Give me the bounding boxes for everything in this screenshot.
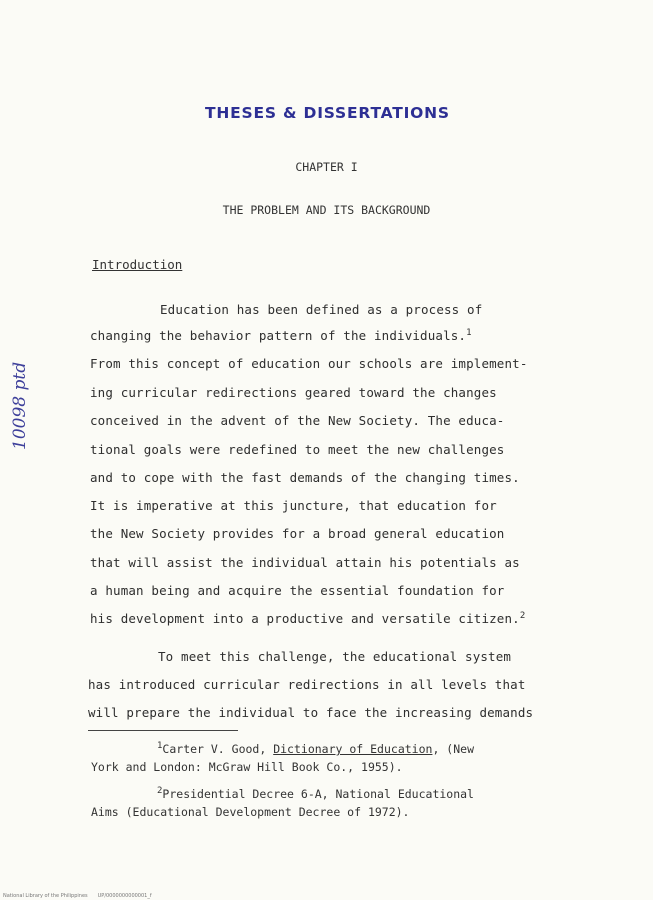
footer-code: UP/0000000000001_f bbox=[97, 893, 152, 899]
footnote-ref-1: 1 bbox=[466, 328, 472, 338]
body-line: the New Society provides for a broad general education bbox=[90, 526, 505, 541]
body-line: that will assist the individual attain his potentials as bbox=[90, 555, 520, 570]
footnote-divider bbox=[88, 730, 238, 731]
body-line: From this concept of education our schools are implement- bbox=[90, 356, 528, 371]
handwritten-note: 10098 ptd bbox=[10, 361, 30, 450]
scan-footer bbox=[3, 893, 162, 899]
body-line: tional goals were redefined to meet the new challenges bbox=[90, 442, 505, 457]
footnote-ref-2: 2 bbox=[519, 611, 526, 621]
body-line: It is imperative at this juncture, that education for bbox=[90, 498, 497, 513]
body-line: conceived in the advent of the New Society. The educa- bbox=[90, 413, 505, 428]
section-heading: Introduction bbox=[92, 257, 183, 272]
footer-institution: National Library of the Philippines bbox=[3, 893, 88, 899]
chapter-title: THE PROBLEM AND ITS BACKGROUND bbox=[222, 203, 431, 217]
body-line: To meet this challenge, the educational system bbox=[158, 649, 512, 664]
chapter-number: CHAPTER I bbox=[295, 160, 358, 174]
footnote-1-continued: York and London: McGraw Hill Book Co., 1955). bbox=[91, 760, 403, 774]
body-line: ing curricular redirections geared toward the changes bbox=[90, 385, 497, 400]
body-line: Education has been defined as a process of bbox=[160, 302, 483, 317]
body-line: will prepare the individual to face the increasing demands bbox=[88, 705, 534, 720]
body-line: and to cope with the fast demands of the changing times. bbox=[90, 470, 520, 485]
body-line: has introduced curricular redirections in all levels that bbox=[88, 677, 526, 692]
footnote-2-continued: Aims (Educational Development Decree of 1972). bbox=[91, 805, 410, 819]
theses-dissertations-stamp: THESES & DISSERTATIONS bbox=[205, 104, 450, 122]
body-line: changing the behavior pattern of the individuals.$^1$ bbox=[90, 328, 472, 344]
footnote-1: $^1$Carter V. Good, Dictionary of Education, (New bbox=[157, 741, 474, 756]
body-line: a human being and acquire the essential foundation for bbox=[90, 583, 505, 598]
footnote-2: $^2$Presidential Decree 6-A, National Educational bbox=[157, 786, 474, 801]
body-line: his development into a productive and versatile citizen.$^2$ bbox=[90, 611, 526, 627]
book-title: Dictionary of Education bbox=[273, 741, 433, 756]
